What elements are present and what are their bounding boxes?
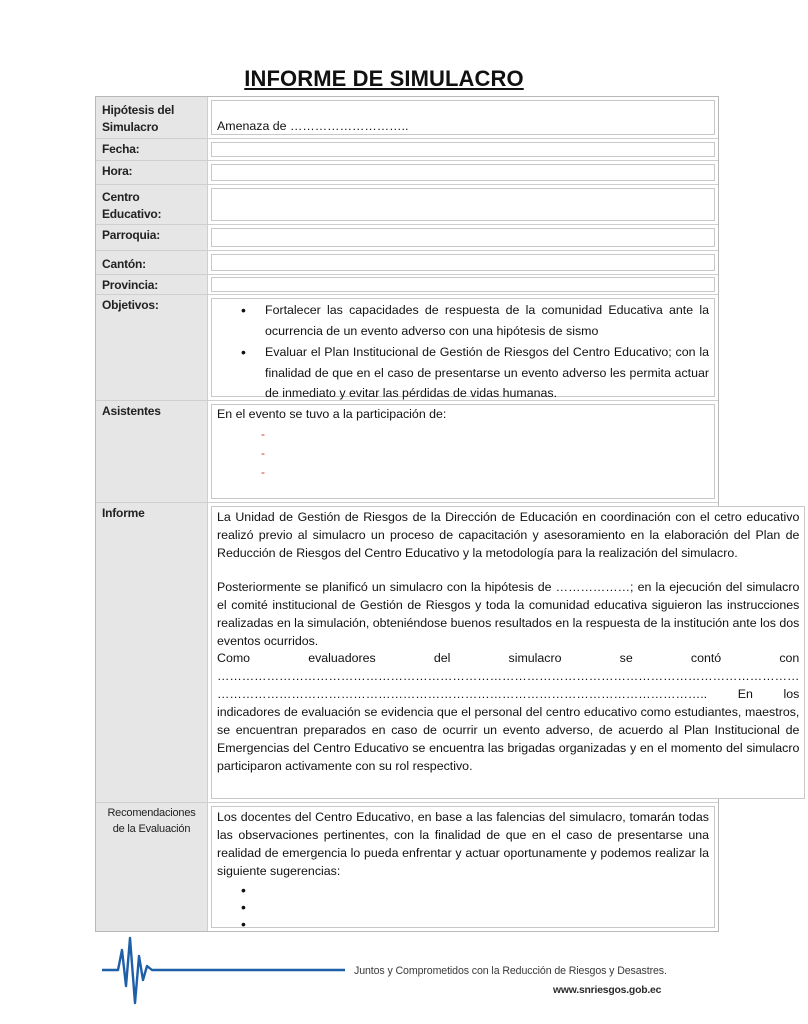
page-footer — [100, 928, 680, 1008]
informe-dots-line: …………………………………………………………………………………………………………………………… — [217, 669, 800, 684]
provincia-field[interactable] — [211, 277, 715, 292]
informe-paragraph-2: Posteriormente se planificó un simulacro con la hipótesis de ………………; en la ejecución del simulacro el comité institucional de Gestión de Riesgos y toda la comunidad educativa siguieron las instrucciones realizadas en la simulación, obteniéndose buenos resultados en la respuesta de la institución ante los dos eventos ocurridos. — [217, 580, 800, 648]
objetivos-field[interactable] — [211, 298, 715, 400]
row-informe — [96, 503, 800, 803]
label-parroquia: Parroquia: — [96, 225, 208, 250]
label-recomendaciones: Recomendaciones de la Evaluación — [96, 803, 208, 931]
label-canton: Cantón: — [96, 251, 208, 274]
informe-paragraph-1: La Unidad de Gestión de Riesgos de la Dirección de Educación en coordinación con el cetro educativo realizó previo al simulacro un proceso de capacitación y asesoramiento en la elaboración del Plan de Reducción de Riesgos del Centro Educativo y la metodología para la realización del simulacro. — [217, 510, 800, 560]
hipotesis-field[interactable]: Amenaza de ……………………….. — [211, 100, 715, 135]
objetivo-item: • Evaluar el Plan Institucional de Gestión de Riesgos del Centro Educativo; con la finalidad de que en el caso de presentarse un evento adverso les permita actuar de inmediato y evitar las pérdidas de vidas humanas. — [239, 342, 709, 404]
asistente-item: - — [261, 427, 265, 442]
footer-url[interactable]: www.snriesgos.gob.ec — [553, 985, 662, 996]
sugerencia-item: • — [241, 899, 246, 915]
sugerencia-item: • — [241, 882, 246, 898]
parroquia-field[interactable] — [211, 228, 715, 247]
row-fecha — [96, 139, 718, 161]
label-fecha: Fecha: — [96, 139, 208, 160]
fecha-field[interactable] — [211, 142, 715, 157]
asistente-item: - — [261, 465, 265, 480]
objetivos-list — [217, 300, 709, 404]
row-hipotesis — [96, 97, 718, 139]
snriesgos-logo-icon — [100, 928, 350, 1008]
hora-field[interactable] — [211, 164, 715, 181]
row-centro-educativo — [96, 185, 718, 225]
asistentes-list — [217, 425, 709, 482]
seismic-line — [102, 938, 345, 1003]
report-form — [95, 96, 800, 932]
label-hipotesis: Hipótesis del Simulacro — [96, 97, 208, 138]
row-provincia — [96, 275, 718, 295]
asistentes-field[interactable] — [211, 404, 715, 499]
label-objetivos: Objetivos: — [96, 295, 208, 400]
row-parroquia — [96, 225, 718, 251]
sugerencias-list — [217, 882, 709, 933]
row-canton — [96, 251, 718, 275]
informe-evaluadores-line: Como evaluadores del simulacro se contó con — [217, 651, 800, 665]
centro-educativo-field[interactable] — [211, 188, 715, 221]
asistente-item: - — [261, 446, 265, 461]
canton-field[interactable] — [211, 254, 715, 271]
row-asistentes — [96, 401, 718, 503]
recomendaciones-field[interactable] — [211, 806, 715, 932]
row-objetivos — [96, 295, 718, 401]
label-hora: Hora: — [96, 161, 208, 184]
sugerencia-item: • — [241, 916, 246, 932]
row-hora — [96, 161, 718, 185]
document-title: INFORME DE SIMULACRO — [244, 66, 524, 91]
row-recomendaciones — [96, 803, 718, 931]
label-provincia: Provincia: — [96, 275, 208, 294]
informe-field[interactable] — [211, 506, 805, 799]
label-asistentes: Asistentes — [96, 401, 208, 502]
informe-paragraph-3: ……………………………………………………………………………………………………….. En los indicadores de evaluación se evidencia que el personal del centro educativo como estudiantes, maestros, se encuentran preparados en caso de ocurrir un evento adverso, de acuerdo al Plan Institucional de Emergencias del Centro Educativo se encuentra las brigadas organizadas y en el momento del simulacro participaron activamente con su rol respectivo. — [217, 687, 800, 774]
label-centro-educativo: Centro Educativo: — [96, 185, 208, 224]
asistentes-intro: En el evento se tuvo a la participación de: — [217, 407, 447, 421]
footer-slogan: Juntos y Comprometidos con la Reducción de Riesgos y Desastres. — [354, 965, 667, 977]
objetivo-item: • Fortalecer las capacidades de respuesta de la comunidad Educativa ante la ocurrencia de un evento adverso con una hipótesis de sismo — [239, 300, 709, 341]
recomendaciones-text: Los docentes del Centro Educativo, en base a las falencias del simulacro, tomarán todas las observaciones pertinentes, con la finalidad de que en el caso de presentarse una realidad de emergencia lo pueda enfrentar y actuar oportunamente y podemos realizar la siguiente sugerencias: — [217, 810, 709, 878]
label-informe: Informe — [96, 503, 208, 802]
